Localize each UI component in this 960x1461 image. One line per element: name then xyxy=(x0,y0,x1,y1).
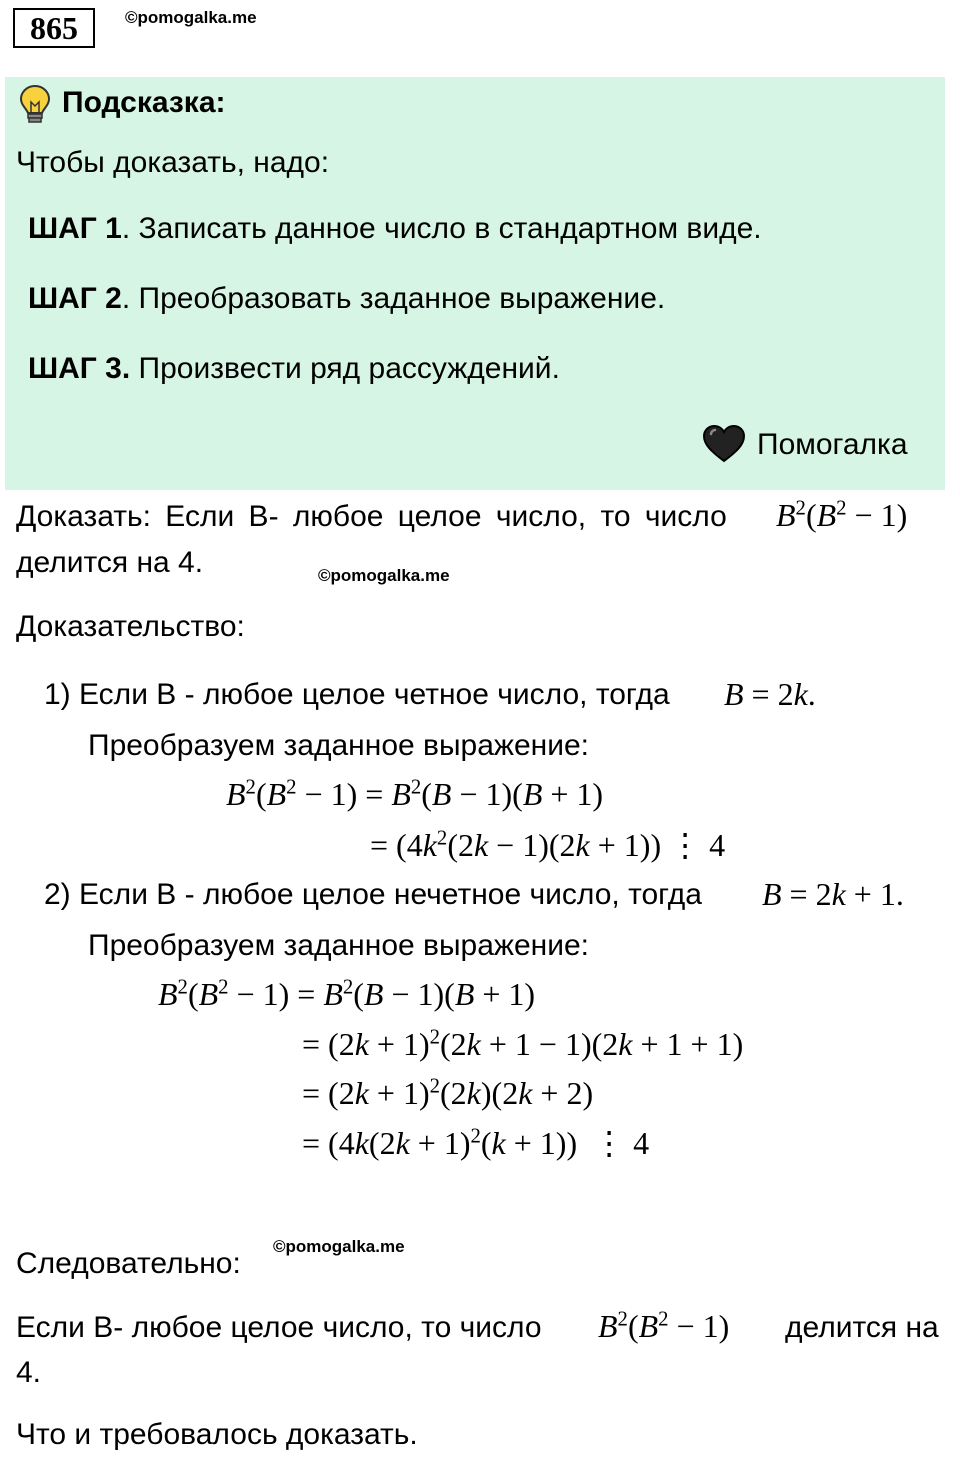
case-1-transform: Преобразуем заданное выражение: xyxy=(88,729,589,762)
watermark: ©pomogalka.me xyxy=(125,8,257,27)
conclusion-line-2: 4. xyxy=(16,1356,42,1389)
conclusion-final: Что и требовалось доказать. xyxy=(16,1418,418,1451)
hint-step-1 xyxy=(28,212,762,246)
statement-line-1: Доказать: Если B- любое целое число, то число xyxy=(16,500,727,533)
case-2-transform: Преобразуем заданное выражение: xyxy=(88,929,589,962)
step-label: ШАГ 1 xyxy=(28,212,122,245)
step-text: Произвести ряд рассуждений. xyxy=(130,352,560,385)
case-2-eq-2: = $(2k + 1)^2(2k + 1 - 1)(2k + 1 + 1)$ xyxy=(302,1025,744,1062)
case-2-eq-4: = $(4k(2k + 1)^2(k + 1))$ ⋮ 4 xyxy=(302,1124,650,1161)
step-text: . Преобразовать заданное выражение. xyxy=(121,282,666,315)
case-1-text: 1) Если B - любое целое четное число, тогда xyxy=(44,678,670,711)
conclusion-formula: $B^2(B^2 - 1)$ xyxy=(598,1307,730,1344)
case-2-eq-3: = $(2k + 1)^2(2k)(2k + 2)$ xyxy=(302,1074,594,1111)
case-1-eq-2: = $(4k^2(2k - 1)(2k + 1))$ ⋮ 4 xyxy=(370,826,726,863)
step-label: ШАГ 2 xyxy=(28,282,122,315)
case-2-text: 2) Если B - любое целое нечетное число, тогда xyxy=(44,878,702,911)
hint-title: Подсказка: xyxy=(62,86,226,119)
case-2-formula: B = 2k + 1. xyxy=(762,876,904,912)
step-text: . Записать данное число в стандартном виде. xyxy=(121,212,762,245)
conclusion-line-1-end: делится на xyxy=(785,1311,939,1344)
statement-line-2: делится на 4. xyxy=(16,546,204,579)
brand-name: Помогалка xyxy=(757,428,908,461)
case-1-eq-1: $B^2(B^2 - 1) = B^2(B - 1)(B + 1)$ xyxy=(226,775,604,812)
watermark: ©pomogalka.me xyxy=(273,1237,405,1256)
problem-number: 865 xyxy=(13,8,95,48)
statement-formula: $B^2(B^2 - 1)$ xyxy=(776,496,908,533)
proof-label: Доказательство: xyxy=(16,610,245,643)
step-label: ШАГ 3. xyxy=(28,352,131,385)
conclusion-line-1: Если B- любое целое число, то число xyxy=(16,1311,542,1344)
hint-step-2 xyxy=(28,282,665,316)
lightbulb-icon xyxy=(18,84,52,126)
conclusion-label: Следовательно: xyxy=(16,1247,241,1280)
case-2-eq-1: $B^2(B^2 - 1) = B^2(B - 1)(B + 1)$ xyxy=(158,975,536,1012)
hint-step-3 xyxy=(28,352,560,386)
heart-icon xyxy=(702,424,746,464)
watermark: ©pomogalka.me xyxy=(318,566,450,585)
case-1-formula: B = 2k. xyxy=(724,676,816,712)
hint-intro: Чтобы доказать, надо: xyxy=(16,146,330,179)
